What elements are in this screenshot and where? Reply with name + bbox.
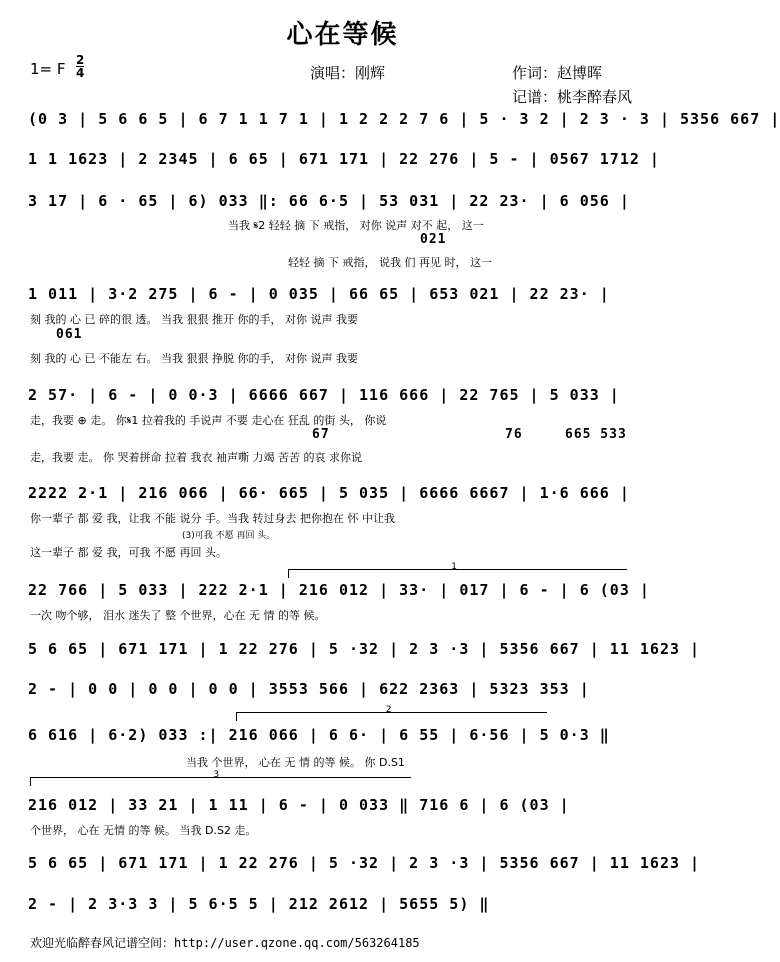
volta-number-3: 3 [213, 770, 220, 780]
lyric-row-3-verse-2: 轻轻 摘 下 戒指， 说我 们 再见 时， 这一 [288, 256, 492, 269]
score-row-8: 5 6 65 | 671 171 | 1 22 276 | 5 ·32 | 2 3 ·3 | 5356 667 | 11 1623 | [28, 640, 701, 658]
lyric-row-10: 当我 个世界， 心在 无 情 的等 候。 你 D.S1 [186, 756, 405, 769]
lyric-row-6-verse-2: 这一辈子 都 爱 我，可我 不愿 再回 头。 [30, 546, 227, 559]
score-row-5: 2 57· | 6 - | 0 0·3 | 6666 667 | 116 666 | 22 765 | 5 033 | [28, 386, 620, 404]
score-row-5-alt-3: 665 533 [565, 427, 627, 442]
transcriber-credit: 记谱：桃李醉春风 [512, 88, 633, 106]
score-row-3: 3 17 | 6 · 65 | 6) 033 ‖: 66 6·5 | 53 031 | 22 23· | 6 056 | [28, 192, 630, 210]
lyric-row-4-verse-1: 刻 我的 心 已 碎的很 透。 当我 狠狠 推开 你的手， 对你 说声 我要 [30, 313, 358, 326]
lyric-row-11: 个世界， 心在 无情 的等 候。 当我 D.S2 走。 [30, 824, 257, 837]
footer-link[interactable]: 欢迎光临醉春风记谱空间：http://user.qzone.qq.com/563264185 [30, 936, 420, 950]
key-signature: 1= F [30, 60, 66, 78]
score-row-4: 1 011 | 3·2 275 | 6 - | 0 035 | 66 65 | 653 021 | 22 23· | [28, 285, 610, 303]
volta-number-1: 1 [451, 562, 457, 572]
score-row-5-alt-1: 67 [312, 427, 330, 442]
score-row-2: 1 1 1623 | 2 2345 | 6 65 | 671 171 | 22 276 | 5 - | 0567 1712 | [28, 150, 660, 168]
singer-credit: 演唱：刚辉 [310, 64, 386, 82]
score-row-12: 5 6 65 | 671 171 | 1 22 276 | 5 ·32 | 2 3 ·3 | 5356 667 | 11 1623 | [28, 854, 701, 872]
score-row-3-alt: 021 [420, 232, 447, 247]
lyric-row-6-verse-1: 你一辈子 都 爱 我，让我 不能 说分 手。当我 转过身去 把你抱在 怀 中让我 [30, 512, 395, 525]
lyric-row-5-verse-2: 走，我要 走。 你 哭着拼命 拉着 我衣 袖声嘶 力竭 苦苦 的哀 求你说 [30, 451, 362, 464]
time-signature-bottom: 4 [76, 66, 85, 80]
score-row-4-alt: 061 [56, 327, 83, 342]
time-signature [76, 54, 84, 79]
time-signature-top: 2 [76, 53, 85, 67]
volta-bracket-1 [288, 562, 627, 578]
volta-bracket-2 [236, 705, 547, 721]
song-title: 心在等候 [286, 20, 399, 50]
lyric-row-5-verse-1: 走，我要 ⊕ 走。 你𝄋1 拉着我的 手说声 不要 走心在 狂乱 的街 头， 你说 [30, 414, 387, 427]
lyric-row-3-verse-1: 当我 𝄋2 轻轻 摘 下 戒指， 对你 说声 对不 起， 这一 [228, 219, 484, 232]
score-row-1: (0 3 | 5 6 6 5 | 6 7 1 1 7 1 | 1 2 2 2 7 6 | 5 · 3 2 | 2 3 · 3 | 5356 667 | [28, 110, 780, 128]
score-row-9: 2 - | 0 0 | 0 0 | 0 0 | 3553 566 | 622 2363 | 5323 353 | [28, 680, 590, 698]
score-row-13: 2 - | 2 3·3 3 | 5 6·5 5 | 212 2612 | 5655 5) ‖ [28, 895, 490, 913]
lyric-row-6-verse-3: (3)可我 不愿 再回 头。 [182, 531, 276, 541]
volta-bracket-3 [30, 770, 411, 786]
score-row-7: 22 766 | 5 033 | 222 2·1 | 216 012 | 33· | 017 | 6 - | 6 (03 | [28, 581, 650, 599]
score-row-11: 216 012 | 33 21 | 1 11 | 6 - | 0 033 ‖ 716 6 | 6 (03 | [28, 796, 570, 814]
score-row-5-alt-2: 76 [505, 427, 523, 442]
score-row-6: 2222 2·1 | 216 066 | 66· 665 | 5 035 | 6666 6667 | 1·6 666 | [28, 484, 630, 502]
volta-number-2: 2 [385, 705, 392, 715]
lyric-row-7: 一次 吻个够， 泪水 迷失了 整 个世界，心在 无 情 的等 候。 [30, 609, 326, 622]
score-row-10: 6 616 | 6·2) 033 :| 216 066 | 6 6· | 6 55 | 6·56 | 5 0·3 ‖ [28, 726, 610, 744]
lyric-row-4-verse-2: 刻 我的 心 已 不能左 右。 当我 狠狠 挣脱 你的手， 对你 说声 我要 [30, 352, 358, 365]
lyricist-credit: 作词：赵博晖 [512, 64, 603, 82]
